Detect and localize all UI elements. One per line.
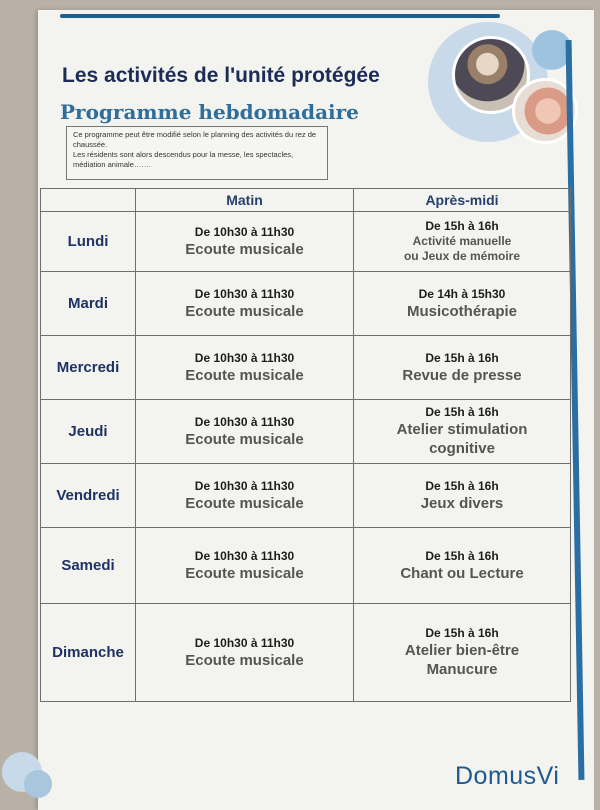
afternoon-time: De 15h à 16h <box>425 219 499 233</box>
morning-cell <box>136 336 354 400</box>
day-cell: Mardi <box>41 272 136 336</box>
page-title: Les activités de l'unité protégée <box>62 64 380 87</box>
table-row <box>41 604 571 702</box>
morning-cell <box>136 272 354 336</box>
morning-activity: Ecoute musicale <box>185 430 304 448</box>
morning-time: De 10h30 à 11h30 <box>194 224 295 239</box>
morning-time: De 10h30 à 11h30 <box>194 548 295 563</box>
afternoon-activity: Chant ou Lecture <box>400 564 524 582</box>
corner-decoration <box>0 742 70 800</box>
morning-cell <box>136 528 354 604</box>
top-rule <box>60 14 500 18</box>
morning-time: De 10h30 à 11h30 <box>194 635 295 650</box>
afternoon-cell <box>354 604 571 702</box>
morning-cell <box>136 464 354 528</box>
afternoon-activity-line2: Manucure <box>426 661 498 678</box>
day-cell: Mercredi <box>41 336 136 400</box>
afternoon-time: De 15h à 16h <box>425 626 499 640</box>
morning-time: De 10h30 à 11h30 <box>194 414 295 429</box>
note-line-2: Les résidents sont alors descendus pour la messe, les spectacles, médiation animale……. <box>73 150 294 169</box>
afternoon-cell <box>354 336 571 400</box>
afternoon-time: De 15h à 16h <box>425 405 499 419</box>
table-header-row <box>41 189 571 212</box>
day-cell: Samedi <box>41 528 136 604</box>
info-note-box <box>66 126 328 180</box>
table-row <box>41 336 571 400</box>
afternoon-time: De 15h à 16h <box>425 350 499 365</box>
table-row <box>41 528 571 604</box>
domusvi-logo: DomusVi <box>455 762 560 790</box>
afternoon-time: De 15h à 16h <box>425 548 499 563</box>
day-cell: Vendredi <box>41 464 136 528</box>
morning-time: De 10h30 à 11h30 <box>194 350 295 365</box>
afternoon-cell <box>354 212 571 272</box>
weekly-schedule-table <box>40 188 571 702</box>
afternoon-activity: Jeux divers <box>420 494 504 512</box>
morning-activity: Ecoute musicale <box>185 302 304 320</box>
afternoon-time: De 15h à 16h <box>425 478 499 493</box>
afternoon-time: De 14h à 15h30 <box>418 286 506 301</box>
afternoon-cell <box>354 528 571 604</box>
morning-activity: Ecoute musicale <box>185 366 304 384</box>
morning-cell <box>136 212 354 272</box>
page-subtitle: Programme hebdomadaire <box>60 100 359 124</box>
table-row <box>41 212 571 272</box>
morning-cell <box>136 604 354 702</box>
morning-cell <box>136 400 354 464</box>
day-cell: Jeudi <box>41 400 136 464</box>
afternoon-activity: Atelier stimulation <box>396 421 528 438</box>
afternoon-activity: Atelier bien-être <box>404 642 520 659</box>
morning-activity: Ecoute musicale <box>185 494 304 512</box>
morning-column-header: Matin <box>136 189 354 212</box>
afternoon-cell <box>354 464 571 528</box>
afternoon-activity: Activité manuelle <box>412 234 512 248</box>
morning-activity: Ecoute musicale <box>185 564 304 582</box>
day-cell: Lundi <box>41 212 136 272</box>
afternoon-activity: Musicothérapie <box>406 302 518 320</box>
note-line-1: Ce programme peut être modifié selon le planning des activités du rez de chaussée. <box>73 130 317 149</box>
afternoon-activity-line2: ou Jeux de mémoire <box>403 249 521 263</box>
morning-activity: Ecoute musicale <box>185 651 304 669</box>
afternoon-cell <box>354 272 571 336</box>
afternoon-column-header: Après-midi <box>354 189 571 212</box>
afternoon-cell <box>354 400 571 464</box>
empty-header-cell <box>41 189 136 212</box>
morning-time: De 10h30 à 11h30 <box>194 286 295 301</box>
table-row <box>41 272 571 336</box>
table-row <box>41 464 571 528</box>
morning-time: De 10h30 à 11h30 <box>194 478 295 493</box>
day-cell: Dimanche <box>41 604 136 702</box>
afternoon-activity-line2: cognitive <box>429 440 495 457</box>
table-row <box>41 400 571 464</box>
afternoon-activity: Revue de presse <box>402 366 522 384</box>
morning-activity: Ecoute musicale <box>185 240 304 258</box>
